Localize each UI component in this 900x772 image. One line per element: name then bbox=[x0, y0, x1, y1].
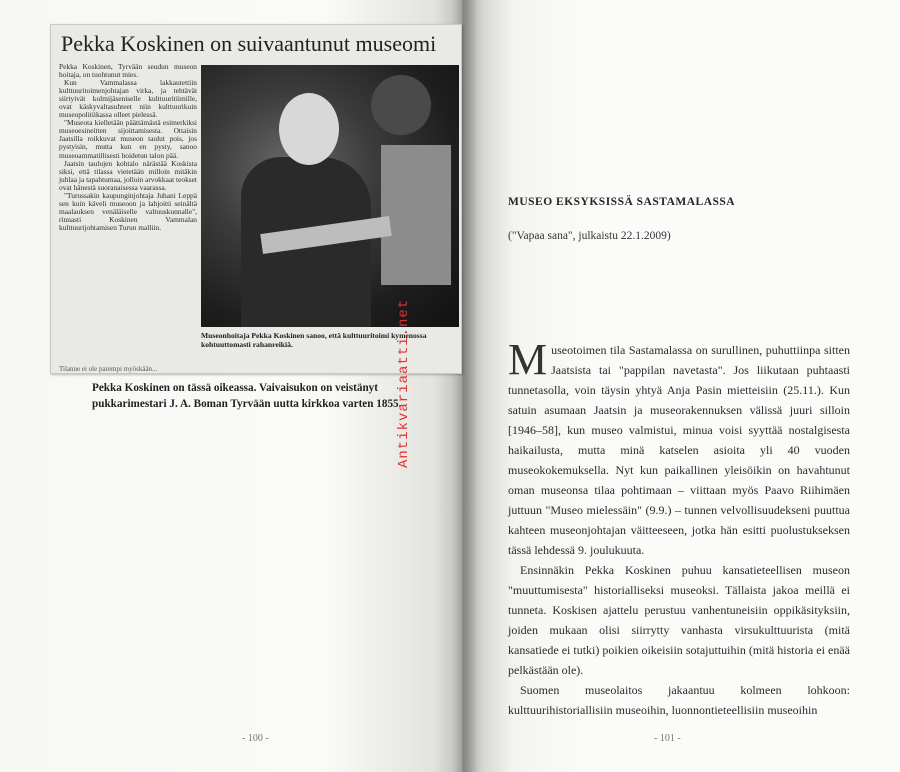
clipping-paragraph: Jaatsin taulujen kohtalo närästää Koskista siksi, että tilassa vietetään milloin mitäkin juhlaa ja tapahtumaa, jolloin arvokkaat teokset ovat hänestä suoranaisessa vaarassa. bbox=[59, 158, 197, 192]
article-paragraph: Ensinnäkin Pekka Koskinen puhuu kansatieteellisen museon "muuttumisesta" historialliseksi museoksi. Tällaista jakoa meillä ei tunneta. Koskisen ajattelu perustuu vanhentuneisiin oppikäsityksiin, joiden mukaan olisi siirrytty vanhasta virsukulttuurista (mitä kansatiede ei tutki) poikien oikeisiin sotajuttuihin (mitä historia ei enää pelkästään ole). bbox=[508, 563, 850, 677]
clipping-paragraph: "Museota kielletään päättämästä esimerkiksi museoesineitten sijoittamisesta. Ottaisin Jaatsilla roikkuvat museon taulut pois, jos pystyisin, mutta kun en pysty, sanoo museoammatillisesti hoidetun talon pää. bbox=[59, 118, 197, 160]
clipping-body bbox=[59, 63, 197, 232]
clipping-paragraph: "Turussakin kaupunginjohtaja Juhani Leppä sen kuin käveli museoon ja lahjoitti seinältä maalauksen venäläiselle valtuuskunnalle", rinnasti Koskinen Vammalan kulttuurijohtamisen Turun malliin. bbox=[59, 190, 197, 232]
clipping-cut-text: Tilanne ei ole parempi myöskään... bbox=[59, 365, 158, 373]
article-lead-text: useotoimen tila Sastamalassa on surullinen, puhuttiinpa sitten Jaatsista tai "pappilan navetasta". Jos liikutaan puhtaasti tunnetasolla, voin täysin yhtyä Anja Pasin mietteisiin (25.11.). Kun satuin asumaan Jaatsin ja museorakennuksen välissä juuri silloin [1946–58], kun museo valmistui, minua voisi syyttää nostalgisesta haikailusta, mutta minä katselen asioita yli 40 vuoden museokokemuksella. Nyt kun paikallinen yleisöikin on havahtunut oman museonsa tilaa pohtimaan – viittaan myös Paavo Riihimäen juttuun "Museo mielessäin" (9.9.) – tunnen velvollisuudekseni puuttua kahteen museonjohtajan väitteeseen, jotka hän esitti puolustukseksen tässä lehdessä 9. joulukuuta. bbox=[508, 343, 850, 557]
article-dropcap: M bbox=[508, 335, 548, 384]
photo-lamp-shape bbox=[371, 75, 431, 135]
article-paragraph: Suomen museolaitos jakaantuu kolmeen lohkoon: kulttuurihistoriallisiin museoihin, luonnontieteellisiin museoihin bbox=[508, 683, 850, 717]
article-body bbox=[508, 335, 850, 720]
clipping-photo bbox=[201, 65, 459, 327]
article-source: ("Vapaa sana", julkaistu 22.1.2009) bbox=[508, 230, 671, 242]
clipping-headline: Pekka Koskinen on suivaantunut museomi bbox=[61, 31, 437, 56]
page-number-left: - 100 - bbox=[242, 733, 269, 744]
article-title: MUSEO EKSYKSISSÄ SASTAMALASSA bbox=[508, 196, 736, 208]
photo-panel-shape bbox=[381, 145, 451, 285]
photo-caption: Museonhoitaja Pekka Koskinen sanoo, että kulttuuritoimi kymenossa kohtuuttomasti rahanreikiä. bbox=[201, 331, 427, 349]
page-number-right: - 101 - bbox=[654, 733, 681, 744]
clipping-caption: Pekka Koskinen on tässä oikeassa. Vaivaisukon on veistänyt pukkarimestari J. A. Boman Tyrvään uutta kirkkoa varten 1855. bbox=[92, 382, 402, 410]
clipping-paragraph: Kun Vammalassa lakkautettiin kulttuuritoimenjohtajan virka, ja tehtävät siirtyivät kolmijäseniselle kulttuuritiimille, ovat käskyvaltasuhteet niin kulttuurikuin museopolitiikassa olleet pielessä. bbox=[59, 78, 197, 120]
article-lead-paragraph bbox=[508, 335, 850, 560]
clipping-paragraph: Pekka Koskinen, Tyrvään seudun museon hoitaja, on tuohtunut mies. bbox=[59, 62, 197, 80]
watermark-text: Antikvariaatti.net bbox=[396, 298, 412, 468]
photo-person-head bbox=[279, 93, 339, 165]
